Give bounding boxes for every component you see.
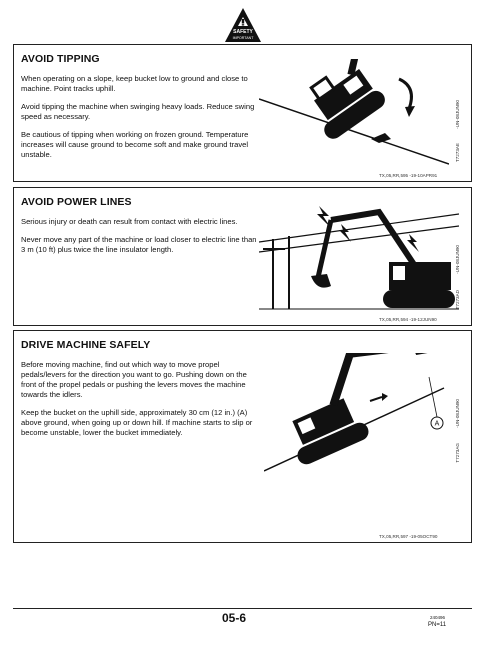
section-text [21, 53, 261, 168]
footer-divider [13, 608, 472, 609]
slope-driving-illustration [264, 353, 454, 473]
safety-alert-logo [225, 8, 261, 42]
section-reference: TX,05,RR,594 -19-12JUN90 [379, 317, 437, 322]
section-drive-machine-safely [13, 330, 472, 543]
section-paragraph: Never move any part of the machine or load closer to electric line than 3 m (10 ft) plus twice the line insulator length. [21, 235, 257, 254]
section-paragraph: Serious injury or death can result from contact with electric lines. [21, 217, 238, 226]
side-code: T7273AE [455, 143, 460, 163]
tipping-excavator-illustration [259, 59, 449, 169]
power-line-excavator-illustration [259, 194, 459, 316]
section-text [21, 339, 261, 446]
document-pn: PN=11 [428, 622, 447, 628]
page-number: 05-6 [222, 611, 247, 625]
section-text [21, 196, 261, 263]
document-date: 240496 [430, 615, 446, 620]
section-title: DRIVE MACHINE SAFELY [21, 339, 151, 351]
callout-label: A [434, 420, 440, 428]
side-code: -UN-08JUN90 [455, 399, 460, 428]
side-code: -UN-08JUN90 [455, 100, 460, 129]
section-reference: TX,05,RR,595 -19-10APR91 [379, 173, 438, 178]
side-code: T7273AD [455, 290, 460, 310]
logo-line2: IMPORTANT [232, 36, 254, 40]
logo-line1: SAFETY [233, 29, 253, 35]
side-code: T7273AG [455, 443, 460, 463]
section-title: AVOID TIPPING [21, 53, 100, 65]
section-avoid-power-lines [13, 187, 472, 326]
section-title: AVOID POWER LINES [21, 196, 132, 208]
section-reference: TX,05,RR,597 -19-05OCT90 [379, 534, 438, 539]
section-paragraph: When operating on a slope, keep bucket low to ground and close to machine. Point tracks uphill. [21, 74, 248, 93]
section-paragraph: Keep the bucket on the uphill side, approximately 30 cm (12 in.) (A) above ground, when going up or down hill. If machine starts to slip or become unstable, lower the bucket immediately. [21, 408, 253, 437]
section-avoid-tipping [13, 44, 472, 182]
section-paragraph: Before moving machine, find out which way to move propel pedals/levers for the direction you want to go. Pushing down on the front of the propel pedals or pushing the levers moves the machine towards the idlers. [21, 360, 247, 399]
section-paragraph: Be cautious of tipping when working on frozen ground. Temperature increases will cause ground to become soft and make ground travel unstable. [21, 130, 249, 159]
side-code: -UN-08JUN90 [455, 245, 460, 274]
section-paragraph: Avoid tipping the machine when swinging heavy loads. Reduce swing speed as necessary. [21, 102, 255, 121]
